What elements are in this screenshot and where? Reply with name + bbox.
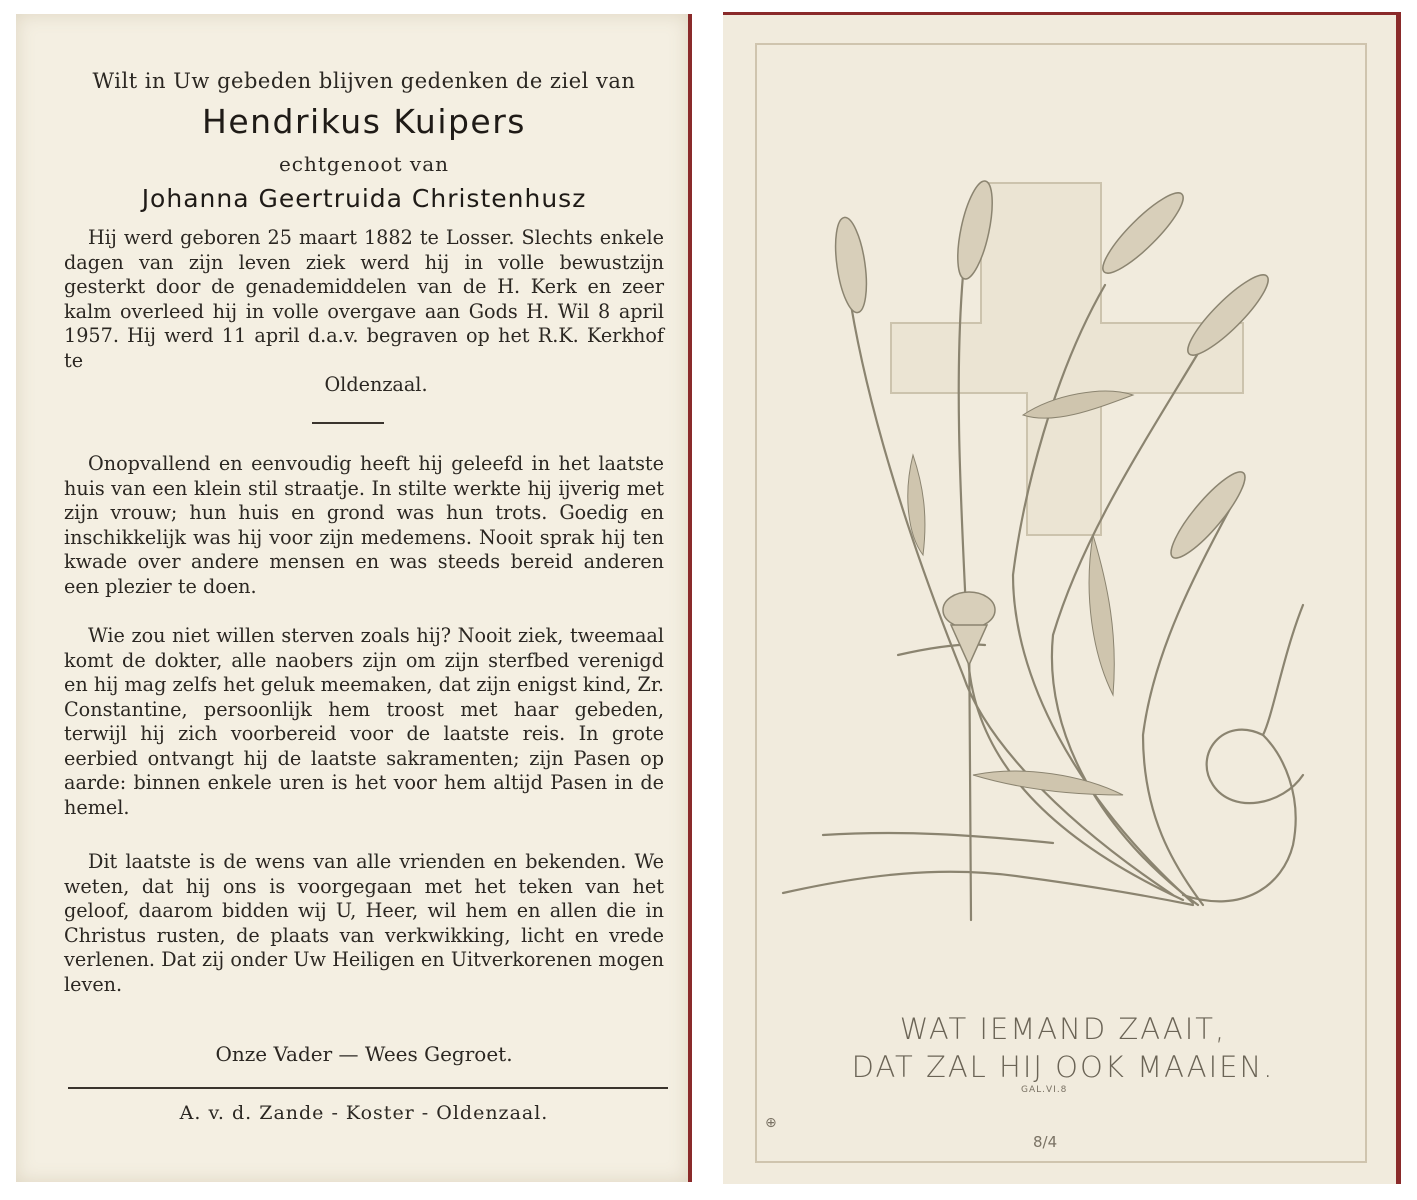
long-divider	[68, 1087, 668, 1089]
prayers-line: Onze Vader — Wees Gegroet.	[215, 1042, 513, 1066]
deceased-name: Hendrikus Kuipers	[202, 102, 526, 141]
intro-line: Wilt in Uw gebeden blijven gedenken de ziel van	[92, 69, 636, 93]
spouse-name: Johanna Geertruida Christenhusz	[141, 184, 587, 213]
paragraph-prayer: Dit laatste is de wens van alle vrienden en bekenden. We weten, dat hij ons is voorgegaan met het teken van het geloof, daarom bidden wij U, Heer, wil hem en allen die in Christus rusten, de plaats van verkwikking, licht en vrede verlenen. Dat zij onder Uw Heiligen en Uitverkorenen mogen leven.	[64, 850, 664, 996]
short-divider	[312, 422, 384, 424]
bible-reference: GAL.VI.8	[1021, 1085, 1068, 1095]
biography-last-line: Oldenzaal.	[324, 373, 428, 396]
motto-line-1: WAT IEMAND ZAAIT,	[899, 1012, 1227, 1046]
biography-text: Hij werd geboren 25 maart 1882 te Losser. Slechts enkele dagen van zijn leven ziek werd hij in volle bewustzijn gesterkt door de genademiddelen van de H. Kerk en zeer kalm overleed hij in volle overgave aan Gods H. Wil 8 april 1957. Hij werd 11 april d.a.v. begraven op het R.K. Kerkhof te	[64, 226, 664, 372]
memorial-card-text-side	[16, 14, 692, 1182]
catalog-number: 8/4	[1033, 1133, 1058, 1151]
cross-and-wheat-illustration	[723, 15, 1401, 1015]
spouse-of-label: echtgenoot van	[278, 152, 450, 176]
biography-paragraph	[64, 226, 664, 398]
memorial-card-image-side	[723, 12, 1401, 1184]
paragraph-life: Onopvallend en eenvoudig heeft hij geleefd in het laatste huis van een klein stil straatje. In stilte werkte hij ijverig met zijn vrouw; hun huis en grond was hun trots. Goedig en inschikkelijk was hij voor zijn medemens. Nooit sprak hij ten kwade over andere mensen en was steeds bereid anderen een plezier te doen.	[64, 452, 664, 598]
cross-icon	[891, 183, 1243, 535]
paragraph-death: Wie zou niet willen sterven zoals hij? Nooit ziek, tweemaal komt de dokter, alle naobers zijn om zijn sterfbed verenigd en hij mag zelfs het geluk meemaken, dat zijn enigst kind, Zr. Constantine, persoonlijk hem troost met haar gebeden, terwijl hij zich voorbereid voor de laatste reis. In grote eerbied ontvangt hij de laatste sakramenten; zijn Pasen op aarde: binnen enkele uren is het voor hem altijd Pasen in de hemel.	[64, 624, 664, 819]
printer-line: A. v. d. Zande - Koster - Oldenzaal.	[179, 1102, 549, 1124]
thistle-icon	[943, 592, 995, 665]
publisher-mark-icon: ⊕	[765, 1115, 777, 1131]
motto-line-2: DAT ZAL HIJ OOK MAAIEN.	[851, 1050, 1275, 1084]
